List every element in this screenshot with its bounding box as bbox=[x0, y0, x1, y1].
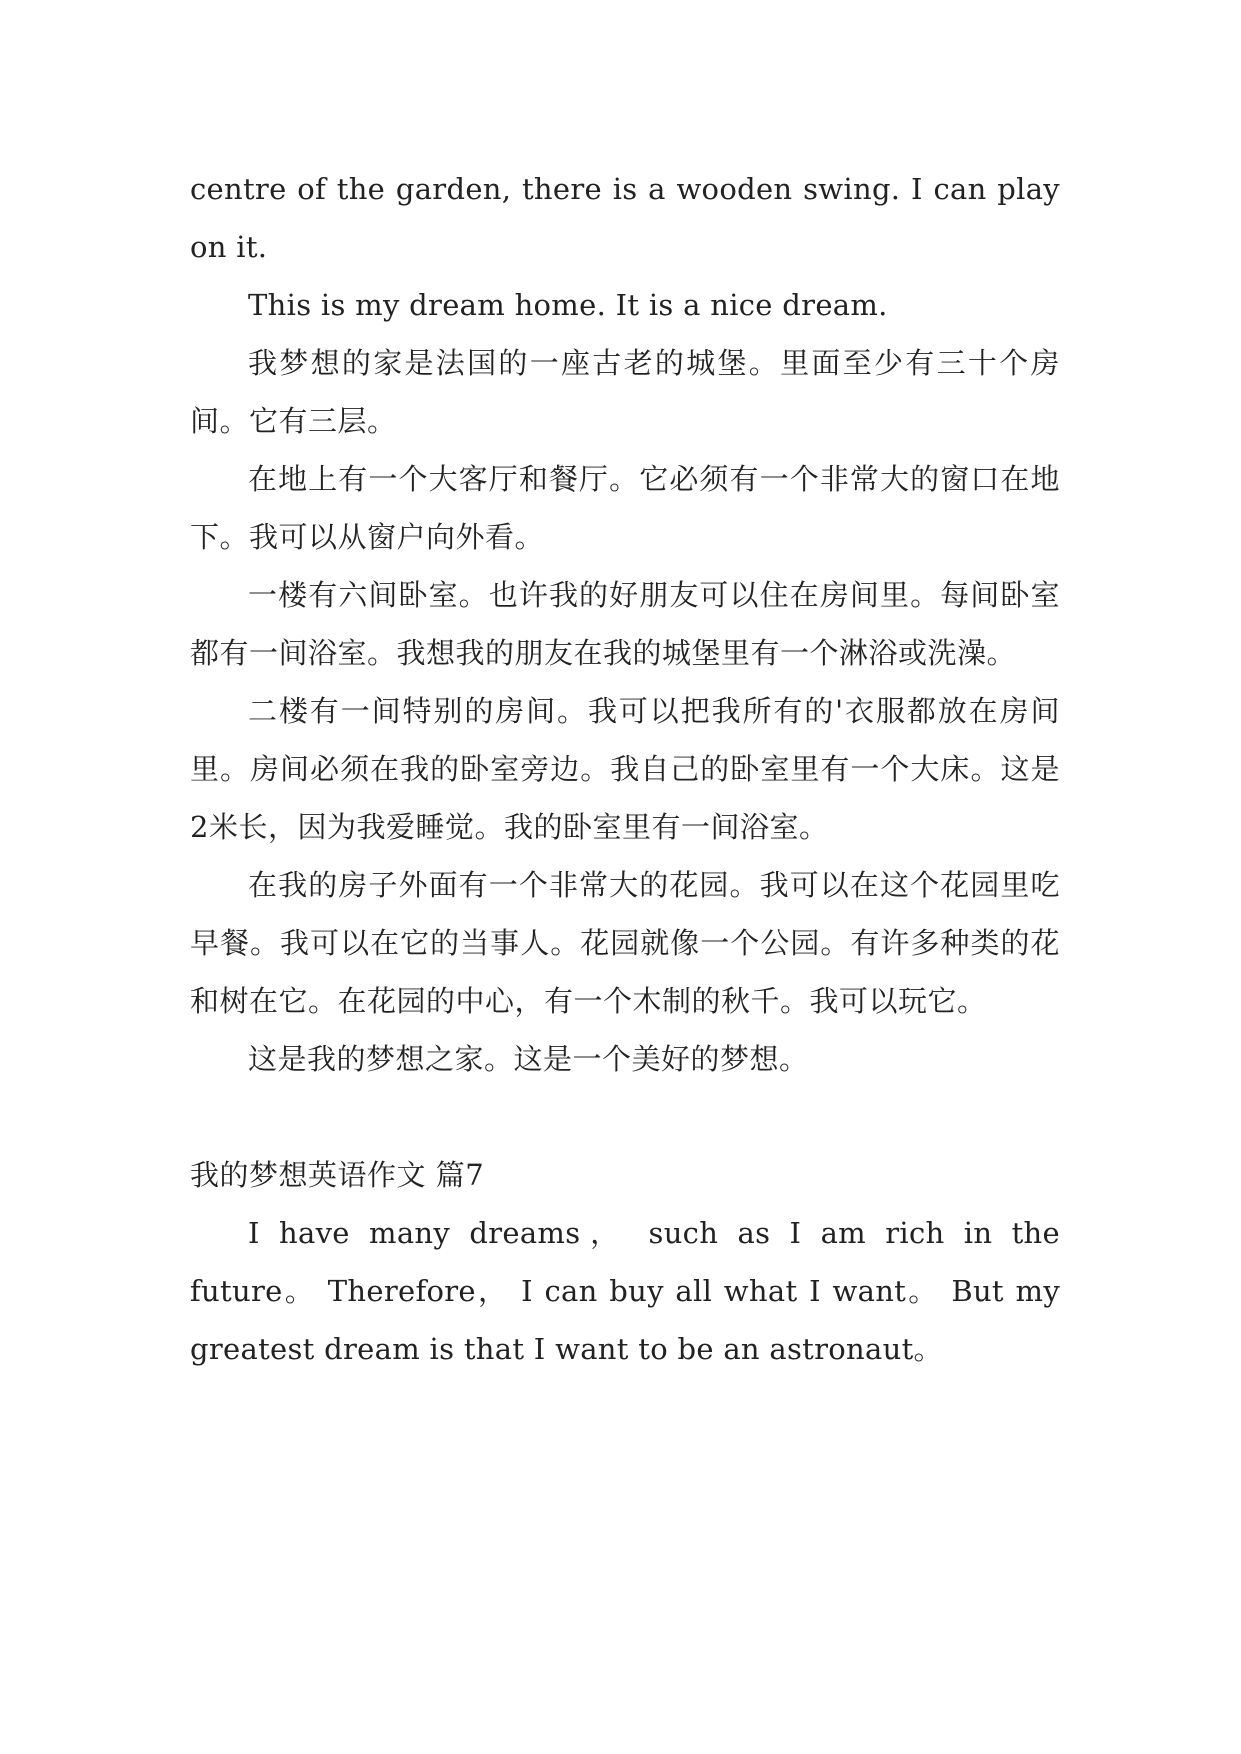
paragraph-astronaut-dream: I have many dreams， such as I am rich in the future。 Therefore， I can buy all what I want。 But my greatest dream is that I want to be an astronaut。 bbox=[190, 1216, 1060, 1366]
paragraph-ground-floor: 在地上有一个大客厅和餐厅。它必须有一个非常大的窗口在地下。我可以从窗户向外看。 bbox=[190, 462, 1060, 554]
section-spacer bbox=[190, 1088, 1060, 1146]
paragraph-continuation: centre of the garden, there is a wooden swing. I can play on it. bbox=[190, 172, 1060, 264]
paragraph-castle-intro: 我梦想的家是法国的一座古老的城堡。里面至少有三十个房间。它有三层。 bbox=[190, 346, 1060, 438]
paragraph-first-floor: 一楼有六间卧室。也许我的好朋友可以住在房间里。每间卧室都有一间浴室。我想我的朋友在我的城堡里有一个淋浴或洗澡。 bbox=[190, 578, 1060, 670]
section-heading: 我的梦想英语作文 篇7 bbox=[190, 1158, 485, 1192]
paragraph-garden: 在我的房子外面有一个非常大的花园。我可以在这个花园里吃早餐。我可以在它的当事人。花园就像一个公园。有许多种类的花和树在它。在花园的中心，有一个木制的秋千。我可以玩它。 bbox=[190, 868, 1060, 1018]
paragraph-second-floor: 二楼有一间特别的房间。我可以把我所有的'衣服都放在房间里。房间必须在我的卧室旁边。我自己的卧室里有一个大床。这是2米长，因为我爱睡觉。我的卧室里有一间浴室。 bbox=[190, 694, 1060, 844]
paragraph-chinese-conclusion: 这是我的梦想之家。这是一个美好的梦想。 bbox=[248, 1042, 809, 1076]
document-body bbox=[190, 160, 1060, 1378]
paragraph-english-conclusion: This is my dream home. It is a nice dream. bbox=[248, 288, 888, 322]
